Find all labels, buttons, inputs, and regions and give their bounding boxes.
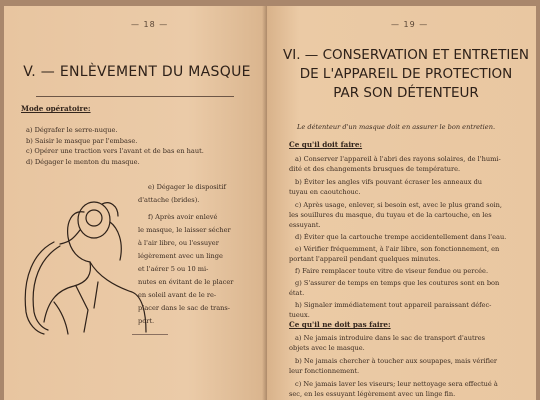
text-line: b) Ne jamais chercher à toucher aux soupapes, mais vérifier bbox=[295, 357, 498, 365]
list-item: d) Dégager le menton du masque. bbox=[26, 157, 140, 166]
text-line: e) Dégager le dispositif bbox=[148, 183, 226, 191]
left-page bbox=[4, 6, 267, 400]
heading-line: VI. — CONSERVATION ET ENTRETIEN bbox=[283, 47, 529, 63]
text-line: portant l'appareil pendant quelques minutes. bbox=[289, 255, 441, 263]
text-line: a) Conserver l'appareil à l'abri des rayons solaires, de l'humi- bbox=[295, 155, 501, 163]
mask-removal-illustration bbox=[14, 182, 154, 342]
text-line: tueux. bbox=[289, 311, 310, 319]
section-heading bbox=[283, 46, 529, 103]
steps-list bbox=[26, 125, 204, 167]
text-line: c) Ne jamais laver les viseurs; leur nettoyage sera effectué à bbox=[295, 380, 498, 388]
text-line: tuyau en caoutchouc. bbox=[289, 188, 361, 196]
text-line: le masque, le laisser sécher bbox=[138, 226, 231, 234]
text-line: d) Éviter que la cartouche trempe accidentellement dans l'eau. bbox=[295, 233, 507, 241]
text-line: leur fonctionnement. bbox=[289, 367, 360, 375]
text-line: b) Éviter les angles vifs pouvant écraser les anneaux du bbox=[295, 178, 483, 186]
heading-line: DE L'APPAREIL DE PROTECTION bbox=[299, 66, 513, 82]
page-number: — 18 — bbox=[131, 20, 169, 29]
text-line: f) Faire remplacer toute vitre de viseur fendue ou percée. bbox=[295, 267, 489, 275]
text-line: objets avec le masque. bbox=[289, 344, 365, 352]
divider bbox=[132, 334, 168, 335]
mode-operatoire-label: Mode opératoire: bbox=[21, 104, 91, 113]
page-number: — 19 — bbox=[391, 20, 429, 29]
right-page bbox=[267, 6, 536, 400]
text-line: d'attache (brides). bbox=[138, 196, 200, 204]
text-line: e) Vérifier fréquemment, à l'air libre, son fonctionnement, en bbox=[295, 245, 500, 253]
heading-line: PAR SON DÉTENTEUR bbox=[333, 85, 479, 101]
text-line: à l'air libre, ou l'essuyer bbox=[138, 239, 219, 247]
text-line: c) Après usage, enlever, si besoin est, avec le plus grand soin, bbox=[295, 201, 502, 209]
text-line: sec, en les essuyant légèrement avec un linge fin. bbox=[289, 390, 456, 398]
text-line: en soleil avant de le re- bbox=[138, 291, 217, 299]
text-line: placer dans le sac de trans- bbox=[138, 304, 231, 312]
text-line: essuyant. bbox=[289, 221, 321, 229]
list-item: b) Saisir le masque par l'embase. bbox=[26, 136, 138, 145]
text-line: dité et des changements brusques de température. bbox=[289, 165, 461, 173]
text-line: les souillures du masque, du tuyau et de la cartouche, en les bbox=[289, 211, 492, 219]
intro-text: Le détenteur d'un masque doit en assurer le bon entretien. bbox=[297, 123, 496, 131]
section-title-dont: Ce qu'il ne doit pas faire: bbox=[289, 320, 391, 329]
text-line: h) Signaler immédiatement tout appareil paraissant défec- bbox=[295, 301, 492, 309]
list-item: a) Dégrafer le serre-nuque. bbox=[26, 126, 118, 134]
section-title-do: Ce qu'il doit faire: bbox=[289, 140, 363, 149]
text-line: f) Après avoir enlevé bbox=[148, 213, 218, 221]
text-line: nutes en évitant de le placer bbox=[138, 278, 234, 286]
section-heading: V. — ENLÈVEMENT DU MASQUE bbox=[23, 64, 251, 80]
text-line: port. bbox=[138, 317, 155, 325]
text-line: légèrement avec un linge bbox=[138, 252, 223, 260]
text-line: a) Ne jamais introduire dans le sac de transport d'autres bbox=[295, 334, 486, 342]
text-line: g) S'assurer de temps en temps que les coutures sont en bon bbox=[295, 279, 500, 287]
text-line: état. bbox=[289, 289, 305, 297]
text-line: et l'aérer 5 ou 10 mi- bbox=[138, 265, 209, 273]
list-item: c) Opérer une traction vers l'avant et de bas en haut. bbox=[26, 147, 204, 155]
divider bbox=[36, 96, 234, 97]
